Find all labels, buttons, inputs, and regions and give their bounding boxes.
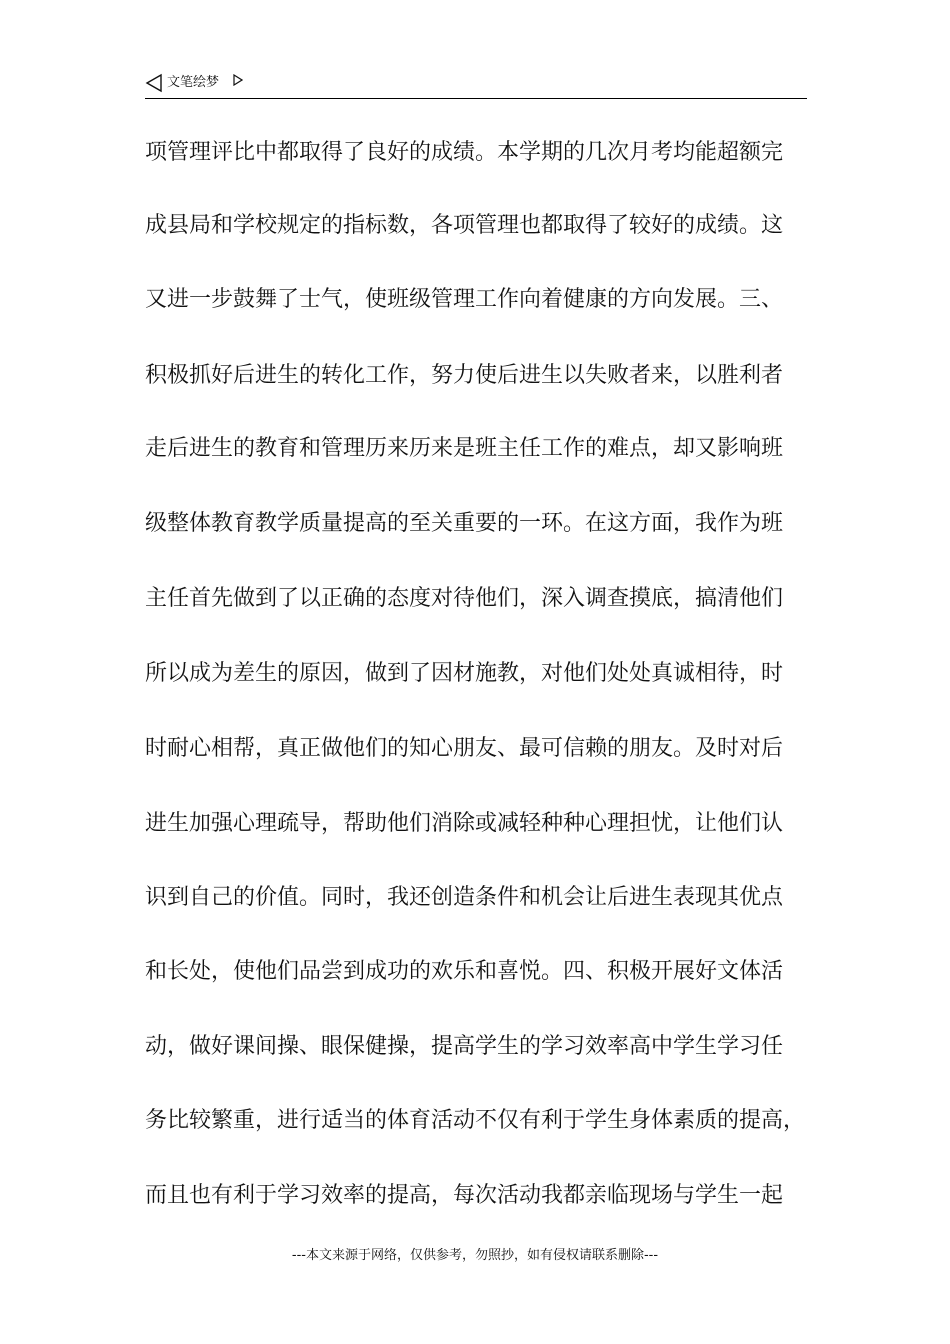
text-line: 又进一步鼓舞了士气，使班级管理工作向着健康的方向发展。三、 xyxy=(145,287,784,312)
text-line: 级整体教育教学质量提高的至关重要的一环。在这方面，我作为班 xyxy=(145,511,784,536)
text-line: 和长处，使他们品尝到成功的欢乐和喜悦。四、积极开展好文体活 xyxy=(145,959,784,984)
text-line: 成县局和学校规定的指标数，各项管理也都取得了较好的成绩。这 xyxy=(145,213,784,238)
text-line: 积极抓好后进生的转化工作，努力使后进生以失败者来，以胜利者 xyxy=(145,363,784,388)
text-line: 主任首先做到了以正确的态度对待他们，深入调查摸底，搞清他们 xyxy=(145,586,784,611)
text-line: 走后进生的教育和管理历来历来是班主任工作的难点，却又影响班 xyxy=(145,436,784,461)
page-header xyxy=(145,72,807,99)
text-line: 时耐心相帮，真正做他们的知心朋友、最可信赖的朋友。及时对后 xyxy=(145,736,784,761)
text-line: 识到自己的价值。同时，我还创造条件和机会让后进生表现其优点 xyxy=(145,885,784,910)
text-line: 动，做好课间操、眼保健操，提高学生的学习效率高中学生学习任 xyxy=(145,1034,784,1059)
header-title: 文笔绘梦 xyxy=(167,75,220,90)
triangle-left-outline-icon xyxy=(145,73,163,93)
triangle-right-outline-icon xyxy=(233,74,243,86)
text-line: 进生加强心理疏导，帮助他们消除或减轻种种心理担忧，让他们认 xyxy=(145,811,784,836)
text-line: 务比较繁重，进行适当的体育活动不仅有利于学生身体素质的提高， xyxy=(145,1108,806,1133)
text-line: 项管理评比中都取得了良好的成绩。本学期的几次月考均能超额完 xyxy=(145,140,784,165)
page-footer: ---本文来源于网络，仅供参考，勿照抄，如有侵权请联系删除--- xyxy=(291,1248,659,1263)
text-line: 所以成为差生的原因，做到了因材施教，对他们处处真诚相待，时 xyxy=(145,661,784,686)
text-line: 而且也有利于学习效率的提高，每次活动我都亲临现场与学生一起 xyxy=(145,1183,784,1208)
